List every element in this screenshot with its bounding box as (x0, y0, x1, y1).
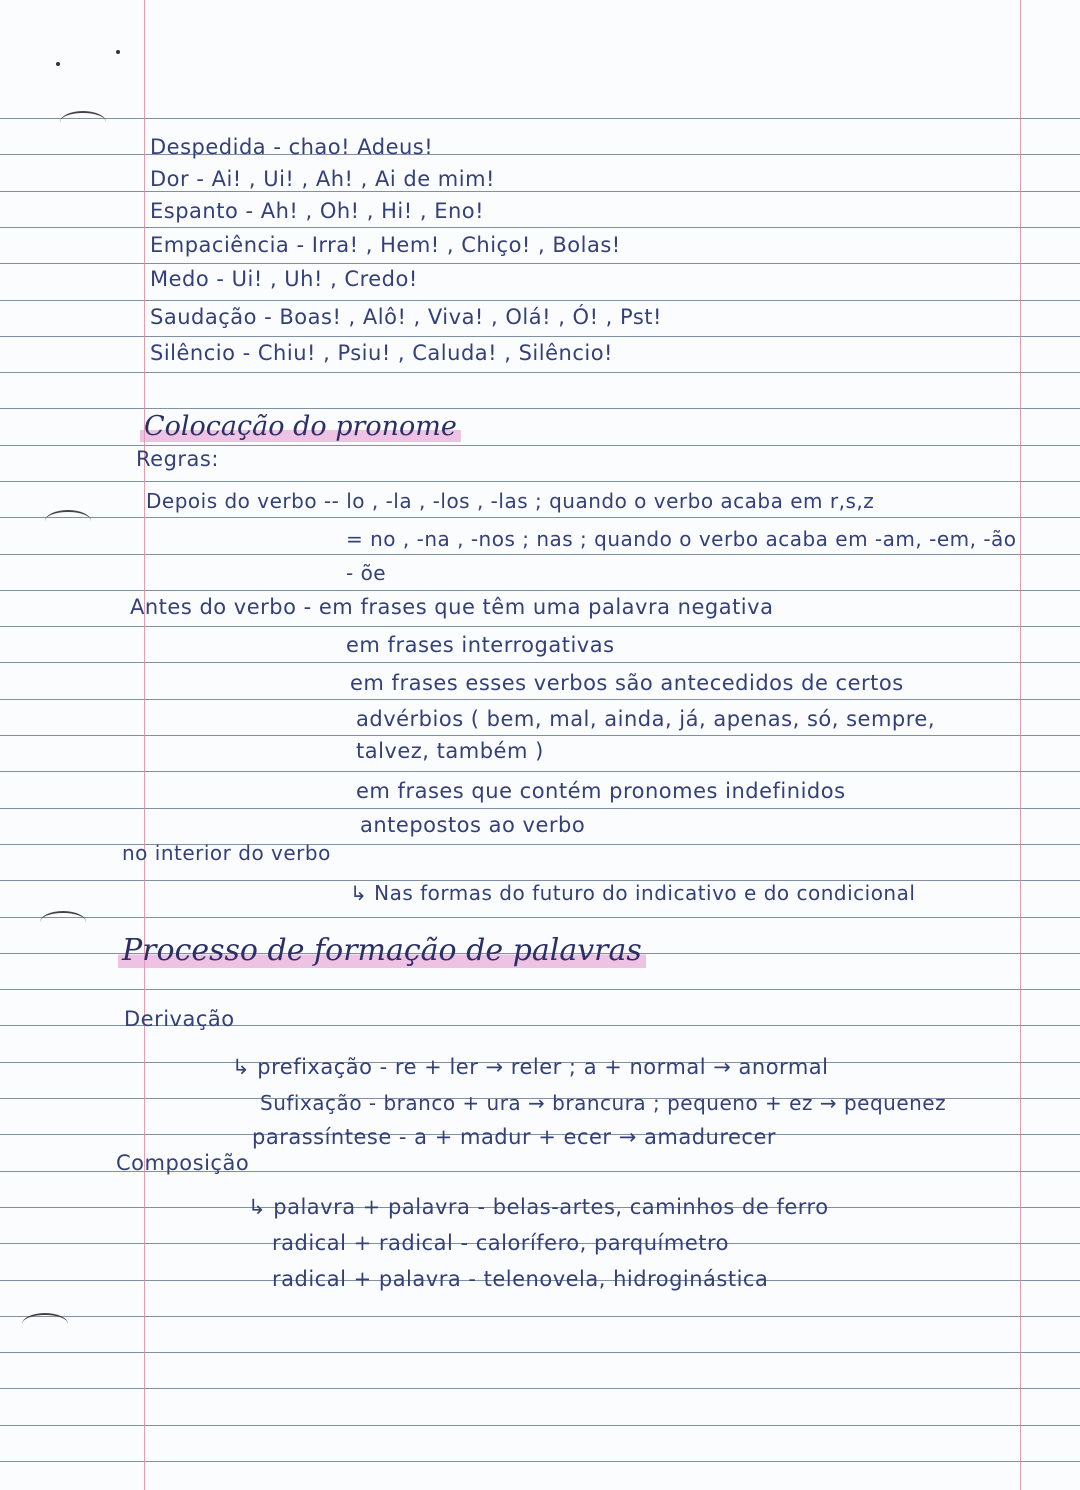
rule-line: advérbios ( bem, mal, ainda, já, apenas, só, sempre, (356, 707, 936, 731)
section-heading-text: Colocação do pronome (140, 411, 461, 442)
rule-line: talvez, também ) (356, 739, 544, 763)
rule-line: em frases interrogativas (346, 633, 615, 657)
section-heading (118, 934, 646, 968)
composition-line: radical + palavra - telenovela, hidroginástica (272, 1267, 769, 1291)
ruled-line (0, 336, 1080, 337)
ruled-line (0, 917, 1080, 918)
ruled-line (0, 590, 1080, 591)
ruled-line (0, 481, 1080, 482)
rule-line: - õe (346, 561, 387, 585)
ruled-line (0, 554, 1080, 555)
binder-hole-arc (40, 911, 86, 933)
binder-hole-arc (60, 111, 106, 133)
ruled-line (0, 989, 1080, 990)
interjection-line: Saudação - Boas! , Alô! , Viva! , Olá! , Ó! , Pst! (150, 305, 662, 329)
composition-line: ↳ palavra + palavra - belas-artes, caminhos de ferro (248, 1195, 829, 1219)
ruled-line (0, 408, 1080, 409)
ruled-line (0, 118, 1080, 119)
interjection-line: Empaciência - Irra! , Hem! , Chiço! , Bolas! (150, 233, 621, 257)
ruled-line (0, 1388, 1080, 1389)
ruled-line (0, 372, 1080, 373)
binder-hole-arc (45, 510, 91, 532)
ruled-line (0, 735, 1080, 736)
interior-label: no interior do verbo (122, 841, 331, 865)
rule-line: Antes do verbo - em frases que têm uma palavra negativa (130, 595, 774, 619)
section-heading-text: Processo de formação de palavras (118, 933, 646, 968)
interior-note: ↳ Nas formas do futuro do indicativo e do condicional (350, 881, 916, 905)
ruled-line (0, 626, 1080, 627)
ruled-line (0, 1352, 1080, 1353)
ruled-line (0, 227, 1080, 228)
ruled-line (0, 1461, 1080, 1462)
interjection-line: Espanto - Ah! , Oh! , Hi! , Eno! (150, 199, 485, 223)
interjection-line: Despedida - chao! Adeus! (150, 135, 434, 159)
ruled-line (0, 1425, 1080, 1426)
ruled-line (0, 771, 1080, 772)
rule-line: Depois do verbo -- lo , -la , -los , -las ; quando o verbo acaba em r,s,z (146, 489, 875, 513)
interjection-line: Dor - Ai! , Ui! , Ah! , Ai de mim! (150, 167, 495, 191)
rule-line: em frases que contém pronomes indefinidos (356, 779, 846, 803)
interjection-line: Medo - Ui! , Uh! , Credo! (150, 267, 418, 291)
rule-line: antepostos ao verbo (360, 813, 586, 837)
rules-label: Regras: (136, 447, 219, 471)
rule-line: em frases esses verbos são antecedidos de certos (350, 671, 904, 695)
right-margin-line (1020, 0, 1021, 1490)
section-heading (140, 410, 461, 444)
composition-line: radical + radical - calorífero, parquímetro (272, 1231, 730, 1255)
pencil-dot (56, 62, 60, 66)
ruled-line (0, 263, 1080, 264)
derivation-line: ↳ prefixação - re + ler → reler ; a + normal → anormal (232, 1055, 829, 1079)
derivation-line: Sufixação - branco + ura → brancura ; pequeno + ez → pequenez (260, 1091, 947, 1115)
ruled-line (0, 808, 1080, 809)
ruled-line (0, 662, 1080, 663)
pencil-dot (116, 50, 120, 54)
ruled-line (0, 1316, 1080, 1317)
rule-line: = no , -na , -nos ; nas ; quando o verbo acaba em -am, -em, -ão (346, 527, 1017, 551)
ruled-line (0, 699, 1080, 700)
binder-hole-arc (22, 1313, 68, 1335)
ruled-line (0, 300, 1080, 301)
ruled-line (0, 517, 1080, 518)
composition-label: Composição (116, 1151, 250, 1175)
interjection-line: Silêncio - Chiu! , Psiu! , Caluda! , Silêncio! (150, 341, 613, 365)
left-margin-line (144, 0, 145, 1490)
derivation-line: parassíntese - a + madur + ecer → amadurecer (252, 1125, 777, 1149)
derivation-label: Derivação (124, 1007, 235, 1031)
